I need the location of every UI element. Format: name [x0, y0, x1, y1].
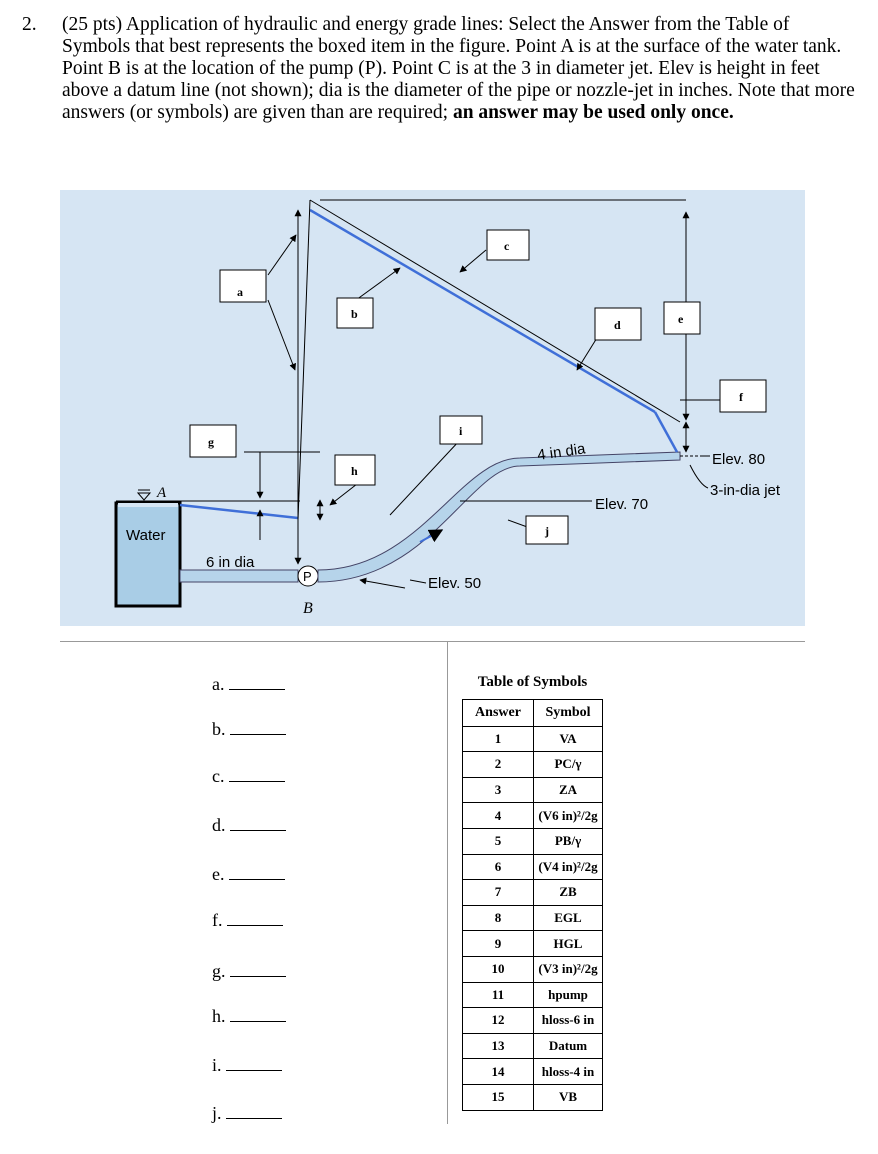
answer-row-a: a. [212, 674, 285, 695]
box-c [487, 230, 529, 260]
table-row: 7 ZB [463, 880, 603, 906]
hydraulic-figure [60, 190, 805, 626]
table-row: 10 (V3 in)²/2g [463, 956, 603, 982]
section-divider [60, 641, 805, 642]
box-d [595, 308, 641, 340]
table-title: Table of Symbols [477, 673, 588, 690]
table-row: 8 EGL [463, 905, 603, 931]
svg-text:h: h [351, 464, 358, 478]
table-row: 14 hloss-4 in [463, 1059, 603, 1085]
box-g [190, 425, 236, 457]
svg-text:g: g [208, 435, 214, 449]
svg-text:f: f [739, 390, 743, 404]
tank-label: Water [126, 527, 166, 544]
question-body: (25 pts) Application of hydraulic and energy grade lines: Select the Answer from the Table of Symbols that best represents the boxed item in the figure. Point A is at the surface of the water tank. Point B is at the location of the pump (P). Point C is at the 3 in diameter jet. Elev is height in feet above a datum line (not shown); dia is the diameter of the pipe or nozzle-jet in inches. Note that more answers (or symbols) are given than are required; [62, 14, 855, 123]
answer-row-i: i. [212, 1055, 282, 1076]
answer-row-d: d. [212, 815, 286, 836]
answer-blank-j[interactable] [226, 1104, 282, 1119]
point-b-label: B [303, 600, 313, 617]
point-a-label: A [157, 485, 167, 501]
pipe-4in-label: 4 in dia [536, 440, 587, 464]
answer-blank-a[interactable] [229, 675, 285, 690]
pipe-6in [180, 570, 298, 582]
answer-row-j: j. [212, 1103, 282, 1124]
elev-50-label: Elev. 50 [428, 575, 482, 592]
answer-row-e: e. [212, 864, 285, 885]
table-row: 9 HGL [463, 931, 603, 957]
box-h [335, 455, 375, 485]
answer-blank-g[interactable] [230, 962, 286, 977]
table-row: 2 PC/γ [463, 752, 603, 778]
box-e [664, 302, 700, 334]
pump-label: P [303, 569, 312, 584]
table-row: 12 hloss-6 in [463, 1008, 603, 1034]
answer-row-b: b. [212, 719, 286, 740]
table-row: 3 ZA [463, 777, 603, 803]
symbols-table [462, 664, 603, 1111]
question-number: 2. [22, 14, 37, 35]
answer-row-c: c. [212, 766, 285, 787]
answer-blank-h[interactable] [230, 1007, 286, 1022]
table-row: 1 VA [463, 726, 603, 752]
table-row: 5 PB/γ [463, 828, 603, 854]
answer-blank-d[interactable] [230, 816, 286, 831]
box-f [720, 380, 766, 412]
answer-blank-f[interactable] [227, 911, 283, 926]
answer-blank-i[interactable] [226, 1056, 282, 1071]
table-row: 15 VB [463, 1084, 603, 1110]
header-symbol: Symbol [534, 699, 603, 726]
box-i [440, 416, 482, 444]
answer-row-g: g. [212, 961, 286, 982]
box-a [220, 270, 266, 302]
svg-text:a: a [237, 285, 243, 299]
answer-blank-b[interactable] [230, 720, 286, 735]
table-row: 13 Datum [463, 1033, 603, 1059]
svg-text:j: j [545, 524, 549, 538]
svg-text:e: e [678, 312, 684, 326]
answer-blank-e[interactable] [229, 865, 285, 880]
svg-text:d: d [614, 318, 621, 332]
svg-text:c: c [504, 239, 510, 253]
elev-80-label: Elev. 80 [712, 451, 766, 468]
question-emphasis: an answer may be used only once. [452, 102, 734, 123]
question-text [22, 14, 862, 124]
svg-text:i: i [459, 424, 463, 438]
box-b [337, 298, 373, 328]
water-tank [116, 503, 180, 606]
elev-70-label: Elev. 70 [595, 496, 649, 513]
table-row: 11 hpump [463, 982, 603, 1008]
answer-row-h: h. [212, 1006, 286, 1027]
box-j [526, 516, 568, 544]
header-answer: Answer [463, 699, 534, 726]
pipe-6in-label: 6 in dia [206, 554, 255, 571]
svg-text:b: b [351, 307, 358, 321]
table-row: 4 (V6 in)²/2g [463, 803, 603, 829]
column-divider [447, 642, 448, 1124]
answer-blank-c[interactable] [229, 767, 285, 782]
jet-label: 3-in-dia jet [710, 482, 781, 499]
answer-row-f: f. [212, 910, 283, 931]
table-row: 6 (V4 in)²/2g [463, 854, 603, 880]
